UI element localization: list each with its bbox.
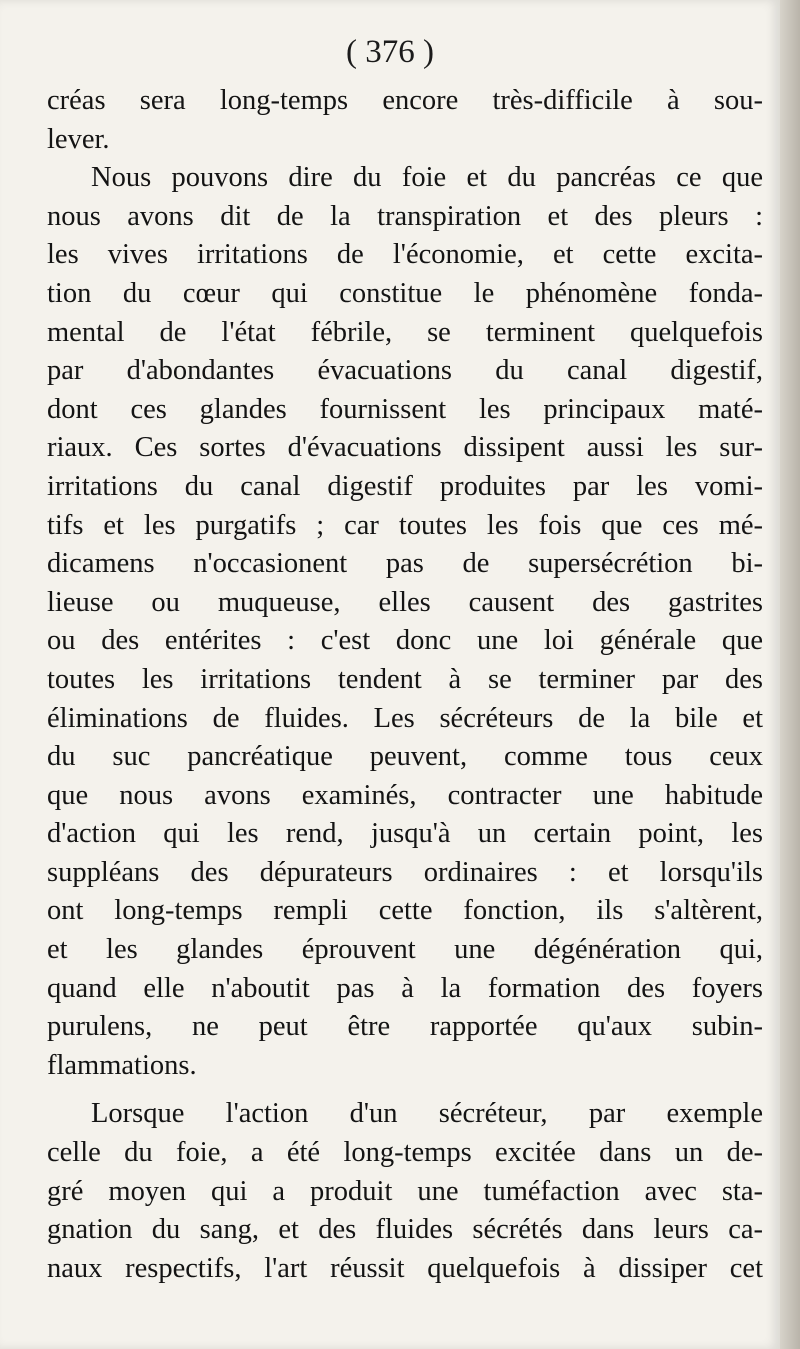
text-line: créas sera long-temps encore très-difficile à sou-	[47, 85, 763, 116]
text-line: lever.	[47, 123, 110, 155]
text-line: naux respectifs, l'art réussit quelquefois à dissiper cet	[47, 1252, 763, 1284]
text-line: irritations du canal digestif produites par les vomi-	[47, 470, 763, 502]
book-spine-shadow	[780, 0, 800, 1349]
page-number: ( 376 )	[346, 34, 434, 70]
text-line: dont ces glandes fournissent les principaux maté-	[47, 393, 763, 425]
text-line: purulens, ne peut être rapportée qu'aux subin-	[47, 1011, 763, 1043]
text-line: gré moyen qui a produit une tuméfaction avec sta-	[47, 1175, 763, 1207]
text-line: Lorsque l'action d'un sécréteur, par exemple	[91, 1098, 763, 1130]
text-line: lieuse ou muqueuse, elles causent des gastrites	[47, 586, 763, 618]
paragraph-3	[47, 1095, 763, 1288]
paragraph-2	[47, 159, 763, 1085]
paragraph-1	[47, 82, 763, 159]
text-line: tifs et les purgatifs ; car toutes les fois que ces mé-	[47, 509, 763, 541]
text-line: par d'abondantes évacuations du canal digestif,	[47, 355, 763, 387]
text-line: nous avons dit de la transpiration et des pleurs :	[47, 200, 763, 232]
text-line: flammations.	[47, 1049, 197, 1081]
text-line: ou des entérites : c'est donc une loi générale que	[47, 625, 763, 657]
text-line: quand elle n'aboutit pas à la formation des foyers	[47, 972, 763, 1004]
text-line: tion du cœur qui constitue le phénomène fonda-	[47, 277, 763, 309]
text-line: d'action qui les rend, jusqu'à un certain point, les	[47, 818, 763, 850]
text-line: du suc pancréatique peuvent, comme tous ceux	[47, 741, 763, 773]
text-line: celle du foie, a été long-temps excitée dans un de-	[47, 1137, 763, 1169]
text-line: dicamens n'occasionent pas de supersécrétion bi-	[47, 548, 763, 580]
text-line: les vives irritations de l'économie, et cette excita-	[47, 239, 763, 271]
text-line: ont long-temps rempli cette fonction, ils s'altèrent,	[47, 895, 763, 927]
page-text	[47, 82, 763, 1288]
text-line: éliminations de fluides. Les sécréteurs de la bile et	[47, 702, 763, 734]
text-line: gnation du sang, et des fluides sécrétés dans leurs ca-	[47, 1214, 763, 1246]
text-line: Nous pouvons dire du foie et du pancréas ce que	[91, 162, 763, 194]
text-line: suppléans des dépurateurs ordinaires : et lorsqu'ils	[47, 856, 763, 888]
text-line: que nous avons examinés, contracter une habitude	[47, 779, 763, 811]
text-line: toutes les irritations tendent à se terminer par des	[47, 663, 763, 695]
text-line: et les glandes éprouvent une dégénération qui,	[47, 934, 763, 966]
text-line: riaux. Ces sortes d'évacuations dissipent aussi les sur-	[47, 432, 763, 464]
paragraph-spacer	[47, 1085, 763, 1095]
text-line: mental de l'état fébrile, se terminent quelquefois	[47, 316, 763, 348]
